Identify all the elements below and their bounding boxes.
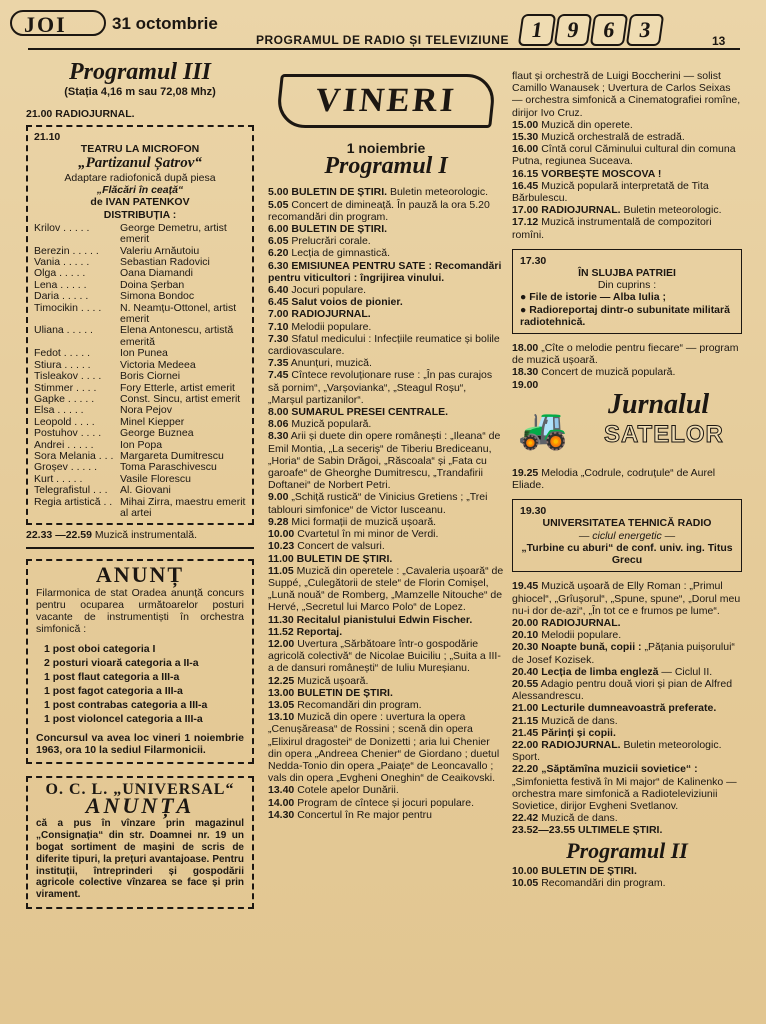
schedule-item [512, 467, 742, 491]
item-time: 16.45 [512, 179, 539, 192]
play-source: „Flăcări în ceață“ [96, 184, 184, 197]
schedule-item [268, 553, 504, 565]
cast-role: Sora Melania . . . [34, 449, 114, 462]
cast-actor: Mihai Zirra, maestru emerit al artei [120, 495, 246, 519]
item-time: 8.00 [268, 406, 289, 419]
item-text: Arii și duete din opere românești : „Ileana“ de Emil Montia, „La seceriș“ de Tiberiu Brediceanu, „Horia“ de Sabin Drăgoi, „Răscoala“ și „Fata cu garoafe“ de Gheorghe Dumitrescu, „Trandafirii Doftanei“ de Norbert Petri. [268, 430, 501, 492]
item-time: 7.10 [268, 320, 289, 333]
station-info: (Stația 4,16 m sau 72,08 Mhz) [64, 86, 216, 99]
cast-actor: Toma Paraschivescu [120, 461, 217, 474]
item-time: 20.40 [512, 665, 539, 678]
cast-actor: Minel Kiepper [120, 415, 185, 428]
item-text: Buletin meteorologic. Sport. [512, 738, 722, 764]
item-text: Muzică din opere : uvertura la opera „Cenușăreasa“ de Rossini ; scenă din opera „Elixirul dragostei“ de Donizetti ; aria lui Chenier din opera „Andreea Chenier“ de Giordano ; duetul Nedda-Tonio din opera „Paiațe“ de Leoncavallo ; vals din opera „Evgheni Oneghin“ de Ceaikovski. [268, 711, 500, 785]
item-text: „Pățania puișorului“ de Josef Kozisek. [512, 641, 735, 666]
schedule-item [268, 516, 504, 528]
program-2-title: Programul II [566, 837, 688, 863]
schedule-item [268, 675, 504, 687]
year-digit: 9 [554, 14, 592, 46]
item-title: EMISIUNEA PENTRU SATE : Recomandări pentru viticultori : îngrijirea vinului. [268, 259, 502, 284]
program-1-date: 1 noiembrie [346, 140, 426, 156]
item-time: 15.00 [512, 118, 539, 131]
item-text: Muzică ușoară de Elly Roman : „Primul ghiocel“, „Grîușorul“, „Spune, spune“, „Dorul meu nu-i dor de-azi“, „În tot ce e frumos pe lume“. [512, 580, 741, 617]
item-time: 13.00 [268, 686, 295, 699]
item-title: Recitalul pianistului Edwin Fischer. [296, 613, 473, 626]
item-title: „Săptămîna muzicii sovietice“ : [541, 763, 698, 776]
item-time: 6.45 [268, 296, 289, 309]
universitatea-time: 19.30 [520, 505, 547, 518]
universal-body: că a pus în vînzare prin magazinul „Consignația“ din str. Doamnei nr. 19 un bogat sortiment de mașini de scris de diferite tipuri, la prețuri avantajoase. Pentru instituții, întreprinderi și gospodării agricole colective vînzarea se face și prin virament. [36, 818, 244, 901]
item-text: Cvartetul în mi minor de Verdi. [297, 528, 439, 541]
cast-actor: George Demetru, artist emerit [120, 221, 227, 246]
cast-role: Gapke . . . . . [34, 392, 95, 405]
item-time: 19.00 [512, 378, 539, 391]
item-time: 7.35 [268, 357, 289, 370]
item-time: 21.45 [512, 726, 539, 739]
item-time: 6.20 [268, 247, 289, 260]
cast-role: Leopold . . . . [34, 415, 95, 428]
cast-role: Krilov . . . . . [34, 221, 90, 234]
item-time: 19.45 [512, 580, 539, 593]
item-text: Muzică ușoară. [297, 674, 369, 687]
item-time: 14.00 [268, 796, 295, 809]
item-text: Adagio pentru două viori și pian de Alfred Alessandrescu. [512, 677, 733, 703]
schedule-item: 21.00 RADIOJURNAL. [26, 108, 135, 121]
schedule-item [512, 629, 742, 641]
cast-role: Fedot . . . . . [34, 347, 91, 360]
item-title: VORBEȘTE MOSCOVA ! [541, 167, 662, 180]
cast-role: Kurt . . . . . [34, 472, 83, 485]
item-time: 10.23 [268, 540, 295, 553]
item-time: 22.20 [512, 763, 539, 776]
schedule-item [268, 797, 504, 809]
adaptation-note: Adaptare radiofonică după piesa [64, 172, 216, 185]
play-title: „Partizanul Șatrov“ [78, 155, 202, 172]
schedule-item [512, 702, 742, 714]
schedule-item [268, 260, 504, 284]
item-title: Lecția de limba engleză [541, 665, 659, 678]
cast-actor: Boris Ciornei [120, 370, 181, 383]
item-title: BULETIN DE ȘTIRI. [296, 552, 393, 565]
schedule-item [512, 216, 742, 240]
item-time: 11.00 [268, 552, 294, 565]
item-time: 7.45 [268, 369, 289, 382]
item-time: 6.05 [268, 235, 289, 248]
item-time: 20.55 [512, 677, 539, 690]
schedule-night [512, 580, 742, 836]
item-time: 10.00 [268, 528, 295, 541]
cast-role: Stimmer . . . . [34, 381, 97, 394]
item-text: Jocuri populare. [291, 284, 367, 297]
item-time: 6.40 [268, 284, 289, 297]
item-text: Anunțuri, muzică. [290, 357, 372, 370]
item-text: Sfatul medicului : Infecțiile reumatice și bolile cardiovasculare. [268, 332, 500, 358]
slujba-heading: ÎN SLUJBA PATRIEI [578, 267, 676, 280]
cast-actor: Oana Diamandi [120, 267, 193, 280]
schedule-item [512, 865, 742, 877]
item-text: Concert de valsuri. [297, 540, 385, 553]
column-program-1 [268, 60, 504, 821]
cast-role: Lena . . . . . [34, 278, 87, 291]
item-time: 10.05 [512, 876, 539, 889]
slujba-sub: Din cuprins : [597, 279, 657, 292]
schedule-item [268, 699, 504, 711]
item-time: 9.28 [268, 515, 289, 528]
schedule-item [512, 824, 742, 836]
anunt-intro: Filarmonica de stat Oradea anunță concurs pentru ocuparea următoarelor posturi vacante de instrumentiști în orchestra simfonică : [36, 586, 244, 636]
schedule-item [268, 418, 504, 430]
play-author: de IVAN PATENKOV [90, 196, 190, 209]
item-text: Melodia „Codrule, codruțule“ de Aurel Eliade. [512, 466, 716, 492]
cast-role: Postuhov . . . . [34, 427, 102, 440]
schedule-item [268, 296, 504, 308]
schedule-item [268, 308, 504, 320]
item-time: 7.00 [268, 308, 289, 321]
schedule-item [268, 784, 504, 796]
divider [26, 547, 254, 549]
universal-box [26, 776, 254, 909]
item-time: 16.00 [512, 143, 539, 156]
year-digit: 6 [590, 14, 628, 46]
item-title: BULETIN DE ȘTIRI. [291, 186, 388, 199]
cast-actor: Nora Pejov [120, 404, 172, 417]
schedule-item [268, 369, 504, 406]
cast-heading: DISTRIBUȚIA : [103, 208, 177, 221]
item-text: Cotele apelor Dunării. [297, 784, 399, 797]
theatre-time: 21.10 [34, 130, 61, 143]
day-label: JOI [10, 10, 106, 36]
schedule-item [268, 638, 504, 675]
jurnalul-satelor-logo: 🚜 Jurnalul SATELOR [518, 388, 724, 451]
item-title: ULTIMELE ȘTIRI. [577, 824, 663, 837]
schedule-item [512, 641, 742, 665]
item-text: Recomandări din program. [541, 876, 666, 889]
item-text: Cîntece revoluționare ruse : „În pas curajos să pornim“, „Varșovianka“, „Steagul Roșu“, „Marșul partizanilor“. [268, 369, 493, 406]
item-text: Buletin meteorologic. [387, 186, 489, 199]
cast-actor: Sebastian Radovici [120, 256, 210, 269]
item-time: 22.00 [512, 738, 539, 751]
slujba-time: 17.30 [520, 254, 547, 267]
posts-list [36, 642, 244, 726]
universal-verb: ANUNȚA [85, 793, 195, 819]
item-time: 21.00 [512, 702, 539, 715]
cast-role: Olga . . . . . [34, 267, 86, 280]
item-text: Muzică populară interpretată de Tita Bărbulescu. [512, 179, 709, 205]
cast-role: Berezin . . . . . [34, 244, 99, 257]
schedule-item [268, 540, 504, 552]
program-3-title: Programul III [68, 59, 212, 85]
post-item: 2 posturi vioară categoria a II-a [44, 656, 199, 669]
schedule-item [512, 70, 742, 119]
cast-actor: Const. Sincu, artist emerit [120, 392, 241, 405]
item-text: Melodii populare. [541, 629, 622, 642]
item-time: 17.00 [512, 204, 539, 217]
item-time: 7.30 [268, 332, 289, 345]
item-time: 5.05 [268, 198, 289, 211]
universitatea-box [512, 499, 742, 572]
cast-actor: N. Neamțu-Ottonel, artist emerit [120, 301, 237, 326]
cast-actor: Fory Etterle, artist emerit [120, 381, 235, 394]
item-time: 9.00 [268, 491, 289, 504]
schedule-item [268, 223, 504, 235]
item-time: 6.00 [268, 223, 289, 236]
schedule-item [268, 333, 504, 357]
item-title: RADIOJURNAL. [291, 308, 371, 321]
item-text: Lecția de gimnastică. [291, 247, 390, 260]
item-title: RADIOJURNAL. [541, 616, 621, 629]
item-text: „Cîte o melodie pentru fiecare“ — program de muzică ușoară. [512, 342, 739, 367]
item-text: Buletin meteorologic. [620, 204, 722, 217]
item-time: 16.15 [512, 167, 539, 180]
post-item: 1 post fagot categoria a III-a [44, 684, 183, 697]
item-text: — Ciclul II. [658, 665, 713, 678]
cast-role: Timocikin . . . . [34, 301, 102, 314]
item-time: 17.12 [512, 216, 539, 229]
schedule-item [268, 687, 504, 699]
post-item: 1 post oboi categoria I [44, 642, 156, 655]
schedule-item [512, 877, 742, 889]
item-text: Cîntă corul Căminului cultural din comuna Putna, regiunea Suceava. [512, 143, 736, 168]
program-1-title: Programul I [324, 153, 448, 180]
cast-role: Telegrafistul . . . [34, 484, 108, 497]
item-text: Muzică de dans. [541, 714, 618, 727]
item-time: 20.30 [512, 641, 539, 654]
page-number: 13 [712, 34, 726, 48]
schedule-item: 22.33 —22.59 Muzică instrumentală. [26, 529, 198, 542]
cast-role: Groșev . . . . . [34, 461, 98, 474]
schedule-item [512, 366, 742, 378]
cast-role: Uliana . . . . . [34, 324, 93, 337]
cast-actor: Vasile Florescu [120, 472, 191, 485]
schedule-item [512, 617, 742, 629]
item-title: Părinți și copii. [541, 726, 616, 739]
item-title: RADIOJURNAL. [541, 204, 621, 217]
cast-actor: Simona Bondoc [120, 290, 195, 303]
schedule-item [268, 711, 504, 784]
item-text: Concert de dimineață. În pauză la ora 5.20 recomandări din program. [268, 198, 490, 223]
item-text: Program de cîntece și jocuri populare. [297, 796, 475, 809]
universitatea-lecture: „Turbine cu aburi“ de conf. univ. ing. Titus Grecu [521, 541, 733, 567]
universitatea-cycle: — ciclul energetic — [578, 529, 676, 542]
universal-name: O. C. L. „UNIVERSAL“ [45, 781, 235, 799]
schedule-item [512, 143, 742, 167]
schedule-item [268, 565, 504, 614]
cast-actor: Elena Antonescu, artistă emerită [120, 324, 234, 348]
item-time: 11.52 [268, 625, 294, 638]
item-text: Prelucrări corale. [291, 235, 371, 248]
anunt-title: ANUNȚ [95, 561, 185, 587]
item-time: 13.10 [268, 711, 295, 724]
item-time: 23.52—23.55 [512, 824, 576, 837]
item-time: 20.10 [512, 629, 539, 642]
column-program-1-cont [512, 12, 742, 889]
post-item: 1 post flaut categoria a III-a [44, 670, 180, 683]
schedule-item [512, 739, 742, 763]
item-time: 21.15 [512, 714, 539, 727]
schedule-item [512, 763, 742, 812]
cast-actor: Ion Punea [120, 347, 168, 360]
schedule-continued [512, 70, 742, 241]
item-time: 13.05 [268, 698, 295, 711]
schedule-item [512, 204, 742, 216]
item-title: BULETIN DE ȘTIRI. [541, 864, 637, 877]
item-text: Concertul în Re major pentru [297, 808, 433, 821]
schedule-item [512, 715, 742, 727]
schedule-item [268, 491, 504, 515]
anunt-outro: Concursul va avea loc vineri 1 noiembrie 1963, ora 10 la sediul Filarmonicii. [36, 731, 244, 756]
cast-actor: Doina Șerban [120, 278, 185, 291]
schedule-item [268, 406, 504, 418]
schedule-item [512, 119, 742, 131]
column-program-3 [26, 60, 254, 909]
universitatea-heading: UNIVERSITATEA TEHNICĂ RADIO [542, 517, 712, 530]
item-time: 18.30 [512, 366, 539, 379]
year-digit: 3 [626, 14, 664, 46]
item-time: 8.06 [268, 418, 289, 431]
theatre-box [26, 125, 254, 526]
cast-actor: Al. Giovani [120, 484, 171, 497]
schedule-item [512, 342, 742, 366]
item-time: 11.30 [268, 613, 294, 626]
item-text: flaut și orchestră de Luigi Boccherini — solist Camillo Wanausek ; Uvertura de Carlos Seixas — orchestra simfonică a Cinematografiei romîne, dirijor Ivo Cruz. [512, 70, 741, 119]
header-date: 31 octombrie [112, 14, 218, 33]
item-text: Concert de muzică populară. [541, 366, 676, 379]
program-1-schedule [268, 186, 504, 821]
schedule-item [512, 168, 742, 180]
schedule-item [268, 235, 504, 247]
slujba-box [512, 249, 742, 334]
item-title: Lecturile dumneavoastră preferate. [541, 702, 717, 715]
cast-actor: George Buznea [120, 427, 194, 440]
schedule-item [268, 284, 504, 296]
item-title: RADIOJURNAL. [541, 738, 621, 751]
item-text: Recomandări din program. [297, 698, 422, 711]
item-text: Muzică orchestrală de estradă. [541, 131, 685, 144]
schedule-item [268, 430, 504, 491]
day-title: VINERI [275, 74, 497, 128]
tractor-icon: 🚜 [518, 406, 568, 451]
schedule-item [512, 180, 742, 204]
cast-actor: Margareta Dumitrescu [120, 449, 224, 462]
cast-actor: Ion Popa [120, 438, 163, 451]
theatre-heading: TEATRU LA MICROFON [80, 142, 200, 155]
schedule-item [268, 321, 504, 333]
item-text: „Schiță rustică“ de Vinicius Gretiens ; „Trei tablouri simfonice“ de Victor Iusceanu. [268, 491, 488, 516]
item-time: 18.00 [512, 342, 539, 355]
schedule-item [268, 199, 504, 223]
item-time: 6.30 [268, 259, 289, 272]
item-time: 5.00 [268, 186, 289, 199]
item-time: 22.42 [512, 812, 539, 825]
slujba-point: ● File de istorie — Alba Iulia ; [520, 291, 666, 304]
cast-role: Andrei . . . . . [34, 438, 94, 451]
item-text: Mici formații de muzică ușoară. [291, 515, 437, 528]
item-title: BULETIN DE ȘTIRI. [291, 223, 388, 236]
cast-role: Tisleakov . . . . [34, 370, 102, 383]
schedule-item [512, 131, 742, 143]
item-text: „Simfonietta festivă în Mi major“ de Kalinenko — orchestra mare simfonică a Radioteleviziunii Sovietice, dirijor Evgheni Svetlanov. [512, 775, 737, 812]
schedule-item [512, 666, 742, 678]
schedule-item [268, 186, 504, 198]
item-time: 15.30 [512, 131, 539, 144]
schedule-item [512, 580, 742, 617]
item-time: 11.05 [268, 564, 294, 577]
program-2-schedule [512, 865, 742, 889]
item-time: 12.25 [268, 674, 295, 687]
schedule-evening [512, 342, 742, 391]
item-time: 10.00 [512, 864, 539, 877]
post-item: 1 post contrabas categoria a III-a [44, 698, 208, 711]
item-time: 14.30 [268, 808, 295, 821]
item-text: Muzică de dans. [541, 812, 618, 825]
cast-role: Stiura . . . . . [34, 358, 91, 371]
item-time: 12.00 [268, 637, 295, 650]
cast-role: Regia artistică . . [34, 495, 113, 508]
schedule-item [268, 809, 504, 821]
schedule-evening-2 [512, 467, 742, 491]
item-text: Muzică din operetele : „Cavaleria ușoară“ de Suppé, „Culegătorii de stele“ de Florin Comișel, „Lună nouă“ de Romberg, „Mamzelle Nitouche“ de Hervé, „Secretul lui Marco Polo“ de Lopez. [268, 564, 504, 614]
header-title: PROGRAMUL DE RADIO ȘI TELEVIZIUNE [256, 33, 509, 47]
cast-list [34, 223, 246, 520]
post-item: 1 post violoncel categoria a III-a [44, 712, 203, 725]
item-text: Muzică instrumentală de compozitori romîni. [512, 216, 712, 241]
schedule-item [268, 247, 504, 259]
schedule-item [268, 626, 504, 638]
item-text: Muzică din operete. [541, 118, 633, 131]
year-digit: 1 [518, 14, 556, 46]
item-title: Noapte bună, copii : [541, 641, 642, 654]
cast-role: Elsa . . . . . [34, 404, 84, 417]
item-text: Uvertura „Sărbătoare într-o gospodărie agricolă colectivă“ de Nicolae Buiciliu ; „Suita a III-a de dansuri românești“ de Iuliu Mureșianu. [268, 637, 501, 675]
item-text: Melodii populare. [291, 320, 372, 333]
cast-actor: Victoria Medeea [120, 358, 196, 371]
cast-actor: Valeriu Arnăutoiu [120, 244, 200, 257]
item-title: Salut voios de pionier. [291, 296, 403, 309]
schedule-item [268, 614, 504, 626]
schedule-item [512, 812, 742, 824]
cast-role: Vania . . . . . [34, 256, 90, 269]
item-time: 19.25 [512, 466, 539, 479]
item-time: 20.00 [512, 616, 539, 629]
slujba-point: ● Radioreportaj dintr-o subunitate militară radiotehnică. [520, 303, 730, 328]
schedule-item [512, 678, 742, 702]
item-title: Reportaj. [296, 625, 343, 638]
item-time: 13.40 [268, 784, 295, 797]
anunt-box [26, 559, 254, 764]
cast-role: Daria . . . . . [34, 290, 89, 303]
item-title: BULETIN DE ȘTIRI. [297, 686, 393, 699]
schedule-item [512, 727, 742, 739]
item-text: Muzică populară. [291, 418, 372, 431]
schedule-item [268, 528, 504, 540]
item-title: SUMARUL PRESEI CENTRALE. [291, 406, 449, 419]
schedule-item [268, 357, 504, 369]
item-time: 8.30 [268, 430, 289, 443]
